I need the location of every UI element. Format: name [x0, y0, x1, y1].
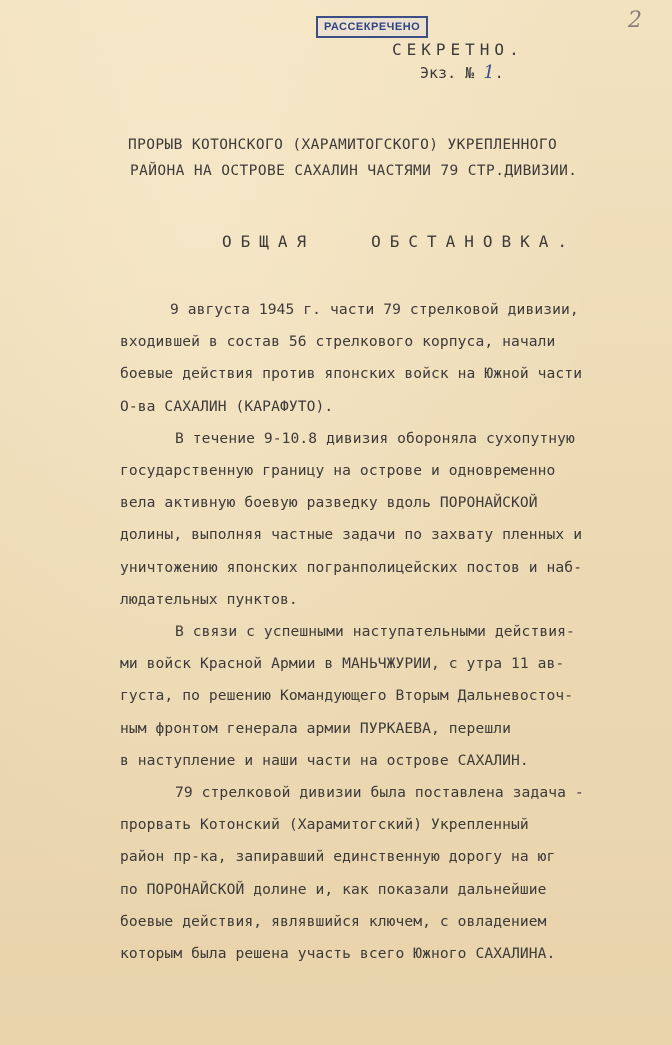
body-line: В связи с успешными наступательными действия- [175, 623, 575, 641]
document-body [120, 294, 660, 970]
body-line: долины, выполняя частные задачи по захвату пленных и [120, 526, 583, 544]
document-title [128, 132, 668, 184]
title-line: ПРОРЫВ КОТОНСКОГО (ХАРАМИТОГСКОГО) УКРЕПЛЕННОГО [128, 137, 558, 153]
title-line: РАЙОНА НА ОСТРОВЕ САХАЛИН ЧАСТЯМИ 79 СТР.ДИВИЗИИ. [130, 163, 578, 179]
page-number: 2 [628, 8, 642, 33]
body-line: 79 стрелковой дивизии была поставлена задача - [175, 784, 584, 802]
body-line: государственную границу на острове и одновременно [120, 462, 556, 480]
body-line: по ПОРОНАЙСКОЙ долине и, как показали дальнейшие [120, 880, 547, 898]
copy-label: Экз. № [420, 64, 475, 82]
copy-dot: . [494, 64, 504, 82]
copy-number: 1 [483, 62, 495, 83]
section-heading: ОБЩАЯ ОБСТАНОВКА. [222, 232, 577, 251]
body-line: ным фронтом генерала армии ПУРКАЕВА, перешли [120, 719, 511, 737]
body-line: 9 августа 1945 г. части 79 стрелковой дивизии, [170, 301, 579, 318]
body-line: О-ва САХАЛИН (КАРАФУТО). [120, 397, 334, 415]
body-line: густа, по решению Командующего Вторым Дальневосточ- [120, 687, 574, 705]
body-line: в наступление и наши части на острове САХАЛИН. [120, 751, 529, 769]
body-line: район пр-ка, запиравший единственную дорогу на юг [120, 848, 556, 866]
declassified-stamp: РАССЕКРЕЧЕНО [316, 16, 428, 38]
body-line: боевые действия против японских войск на Южной части [120, 365, 583, 383]
body-line: боевые действия, являвшийся ключем, с овладением [120, 912, 547, 930]
copy-number-line [420, 62, 504, 83]
body-line: вела активную боевую разведку вдоль ПОРОНАЙСКОЙ [120, 494, 538, 512]
body-line: которым была решена участь всего Южного САХАЛИНА. [120, 945, 556, 963]
body-line: прорвать Котонский (Харамитогский) Укрепленный [120, 816, 529, 834]
body-line: ми войск Красной Армии в МАНЬЧЖУРИИ, с утра 11 ав- [120, 655, 565, 673]
body-line: В течение 9-10.8 дивизия обороняла сухопутную [175, 429, 575, 447]
body-line: входившей в состав 56 стрелкового корпуса, начали [120, 333, 556, 351]
body-line: людательных пунктов. [120, 590, 298, 608]
body-line: уничтожению японских погранполицейских постов и наб- [120, 558, 583, 576]
secret-label: СЕКРЕТНО. [392, 40, 524, 59]
